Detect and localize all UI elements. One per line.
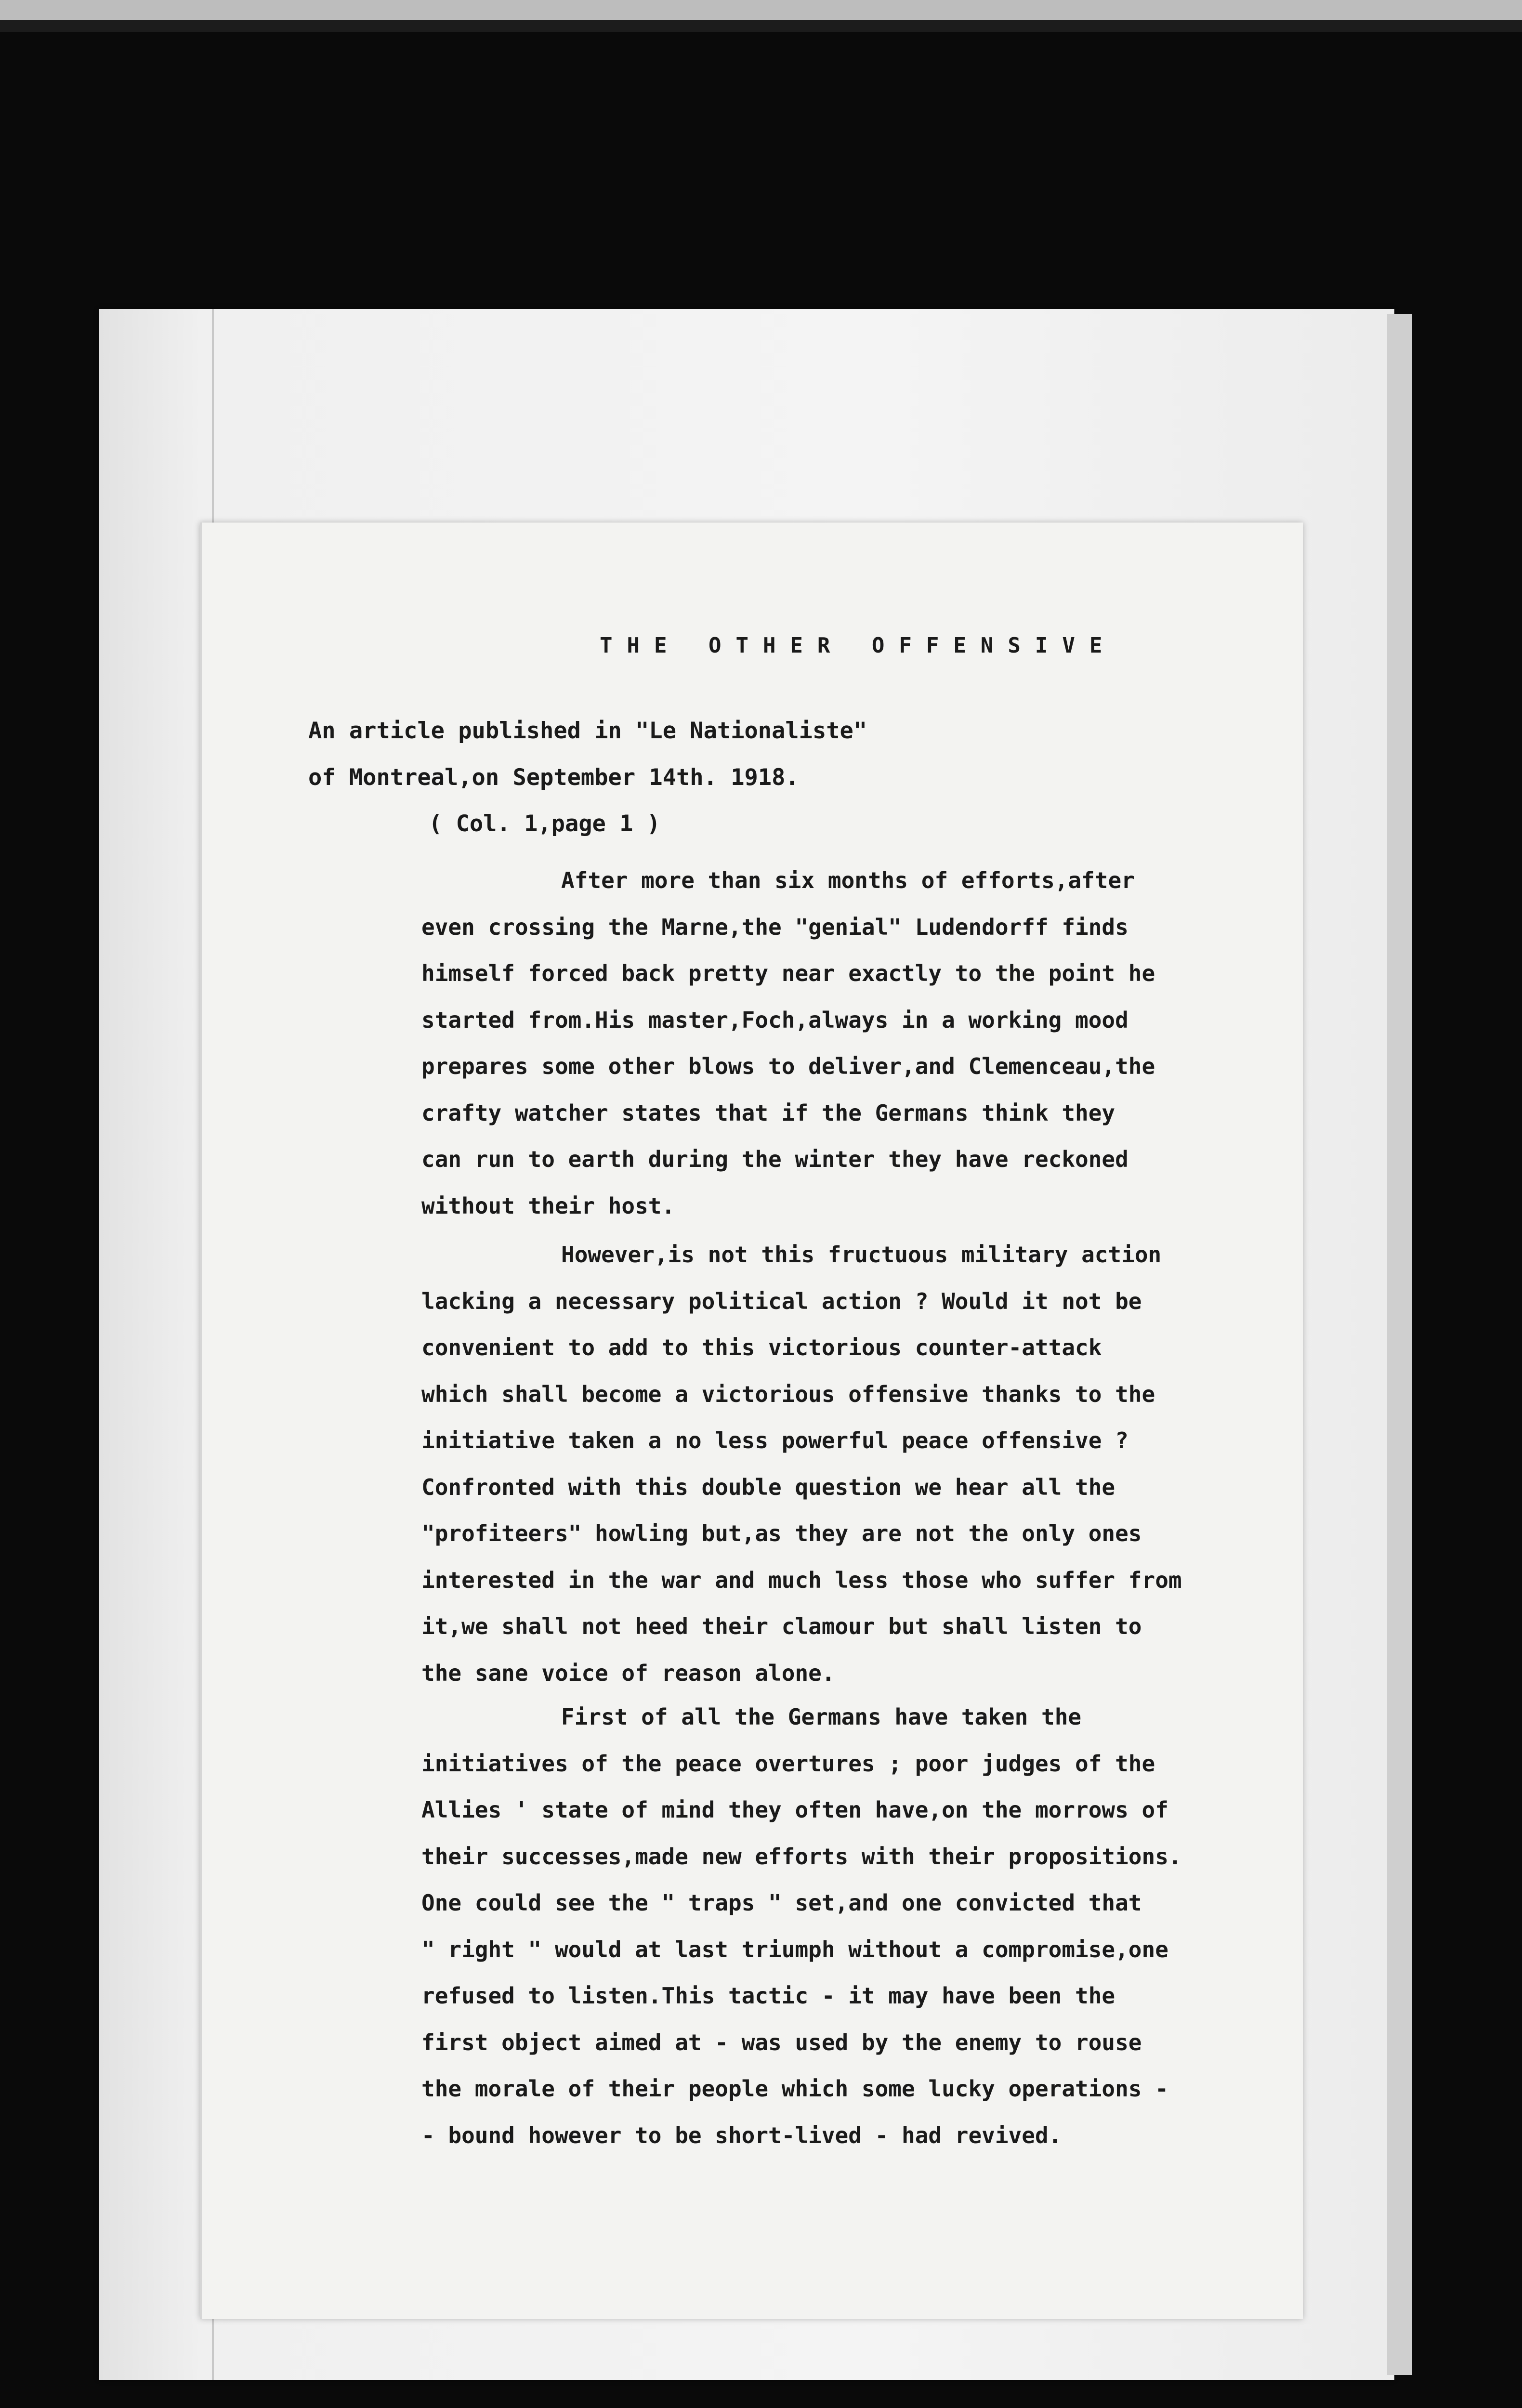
paragraph-line: their successes,made new efforts with their propositions. <box>421 1843 1182 1870</box>
paragraph-line: without their host. <box>421 1192 675 1219</box>
paragraph-line: First of all the Germans have taken the <box>561 1704 1082 1730</box>
paragraph-line: - bound however to be short-lived - had revived. <box>421 2122 1062 2148</box>
paragraph-line: which shall become a victorious offensive thanks to the <box>421 1381 1155 1407</box>
paragraph-line: One could see the " traps " set,and one convicted that <box>421 1890 1142 1916</box>
paragraph-line: However,is not this fructuous military action <box>561 1242 1162 1268</box>
paragraph-3 <box>421 1694 1433 2159</box>
paragraph-line: initiatives of the peace overtures ; poor judges of the <box>421 1750 1155 1777</box>
paragraph-line: After more than six months of efforts,after <box>561 867 1135 893</box>
paragraph-line: interested in the war and much less those who suffer from <box>421 1567 1182 1593</box>
paragraph-line: even crossing the Marne,the "genial" Ludendorff finds <box>421 914 1128 940</box>
paragraph-line: crafty watcher states that if the Germans think they <box>421 1099 1115 1126</box>
paragraph-line: started from.His master,Foch,always in a working mood <box>421 1007 1128 1033</box>
intro-line-3: ( Col. 1,page 1 ) <box>429 811 661 837</box>
film-top-shadow <box>0 20 1522 32</box>
document-title: THE OTHER OFFENSIVE <box>600 633 1117 658</box>
paragraph-line: the morale of their people which some lucky operations - <box>421 2076 1168 2102</box>
paragraph-line: the sane voice of reason alone. <box>421 1660 835 1686</box>
paragraph-line: "profiteers" howling but,as they are not the only ones <box>421 1520 1142 1546</box>
paragraph-line: prepares some other blows to deliver,and Clemenceau,the <box>421 1053 1155 1079</box>
page-fold <box>200 523 202 2319</box>
paragraph-line: himself forced back pretty near exactly to the point he <box>421 960 1155 986</box>
paragraph-line: " right " would at last triumph without a compromise,one <box>421 1936 1168 1963</box>
paragraph-line: Confronted with this double question we hear all the <box>421 1474 1115 1500</box>
paragraph-line: initiative taken a no less powerful peace offensive ? <box>421 1427 1128 1453</box>
paragraph-2 <box>421 1231 1433 1696</box>
paragraph-line: can run to earth during the winter they have reckoned <box>421 1146 1128 1172</box>
document-page <box>200 523 1303 2319</box>
paragraph-line: Allies ' state of mind they often have,on the morrows of <box>421 1797 1168 1823</box>
paragraph-line: convenient to add to this victorious counter-attack <box>421 1335 1102 1361</box>
intro-line-2: of Montreal,on September 14th. 1918. <box>308 764 799 791</box>
film-top-edge <box>0 0 1522 20</box>
paragraph-line: lacking a necessary political action ? Would it not be <box>421 1288 1142 1314</box>
paragraph-line: first object aimed at - was used by the enemy to rouse <box>421 2029 1142 2055</box>
intro-line-1: An article published in "Le Nationaliste" <box>308 718 867 744</box>
paragraph-line: refused to listen.This tactic - it may have been the <box>421 1983 1115 2009</box>
paragraph-1 <box>421 857 1433 1229</box>
paragraph-line: it,we shall not heed their clamour but shall listen to <box>421 1613 1142 1639</box>
